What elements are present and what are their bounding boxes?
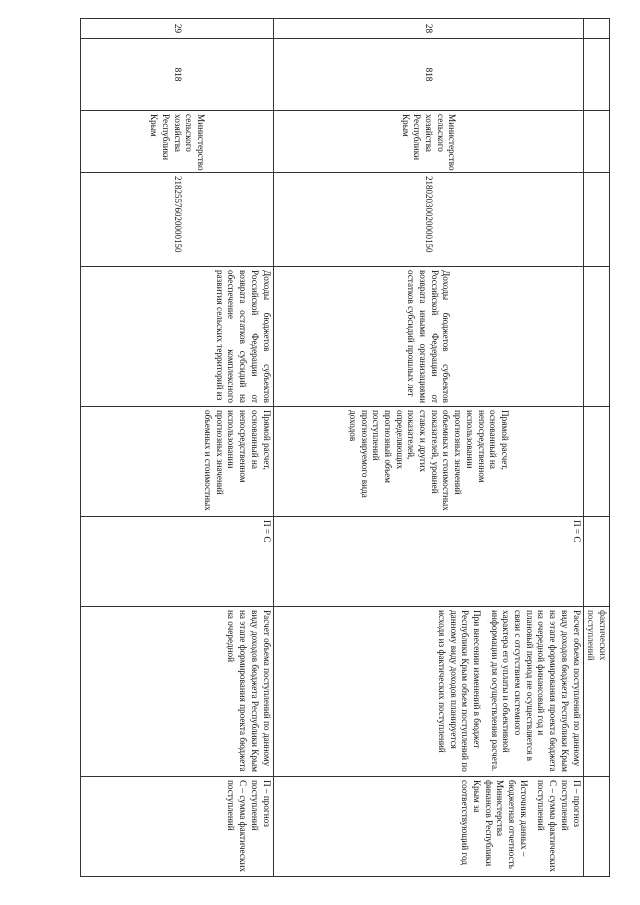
admin-name: Министерство сельского хозяйства Республики Крым: [273, 111, 583, 173]
continuation-text: [583, 607, 609, 777]
admin-name: Министерство сельского хозяйства Республики Крым: [81, 111, 274, 173]
method-description: Прямой расчет, основанный на непосредственном использовании прогнозных значений объемных и стоимостных: [81, 407, 274, 517]
table-row: [583, 19, 609, 877]
rotated-table-sheet: [80, 18, 610, 876]
algorithm-part-a: Расчет объема поступлений по данному виду доходов бюджета Республики Крым на этапе формирования проекта бюджета на очередной финансовый год и плановый период не осуществляется в связи с отсутствием системного характера его уплаты и объективной информации для осуществления расчета.: [489, 610, 582, 772]
forecast-methods-table: [80, 18, 610, 877]
row-number: 29: [81, 19, 274, 39]
income-name: Доходы бюджетов субъектов Российской Федерации от возврата иными организациями остатков субсидий прошлых лет: [273, 267, 583, 407]
admin-code: 818: [273, 39, 583, 111]
admin-code: 818: [81, 39, 274, 111]
continuation-line-2: поступлений: [586, 610, 597, 661]
algorithm: Расчет объема поступлений по данному виду доходов бюджета Республики Крым на этапе формирования проекта бюджета на очередной: [81, 607, 274, 777]
income-name: Доходы бюджетов субъектов Российской Федерации от возврата остатков субсидий на обеспечение комплексного развития сельских территорий из: [81, 267, 274, 407]
data-source: Источник данных – бюджетная отчетность Министерства финансов Республики Крым за соответствующий год: [460, 780, 529, 869]
legend-and-source: [273, 777, 583, 877]
kbk-code: 21825576020000150: [81, 173, 274, 267]
method-description: Прямой расчет, основанный на непосредственном использовании прогнозных значений объемных и стоимостных показателей, уровней ставок и других показателей, определяющих прогнозный объем поступлений прогнозируемого вида доходов: [273, 407, 583, 517]
formula: П = С: [81, 517, 274, 607]
kbk-code: 21802030020000150: [273, 173, 583, 267]
formula-legend: П – прогноз поступлений С – сумма фактических поступлений: [81, 777, 274, 877]
formula-legend: П – прогноз поступлений С – сумма фактических поступлений: [536, 780, 582, 872]
table-row: [273, 19, 583, 877]
algorithm: [273, 607, 583, 777]
table-row: [81, 19, 274, 877]
algorithm-part-b: При внесении изменений в бюджет Республики Крым объем поступлений по данному виду доходов планируется исходя из фактических поступлений: [436, 610, 482, 772]
row-number: 28: [273, 19, 583, 39]
formula: П = С: [273, 517, 583, 607]
continuation-line-1: фактических: [598, 610, 608, 661]
